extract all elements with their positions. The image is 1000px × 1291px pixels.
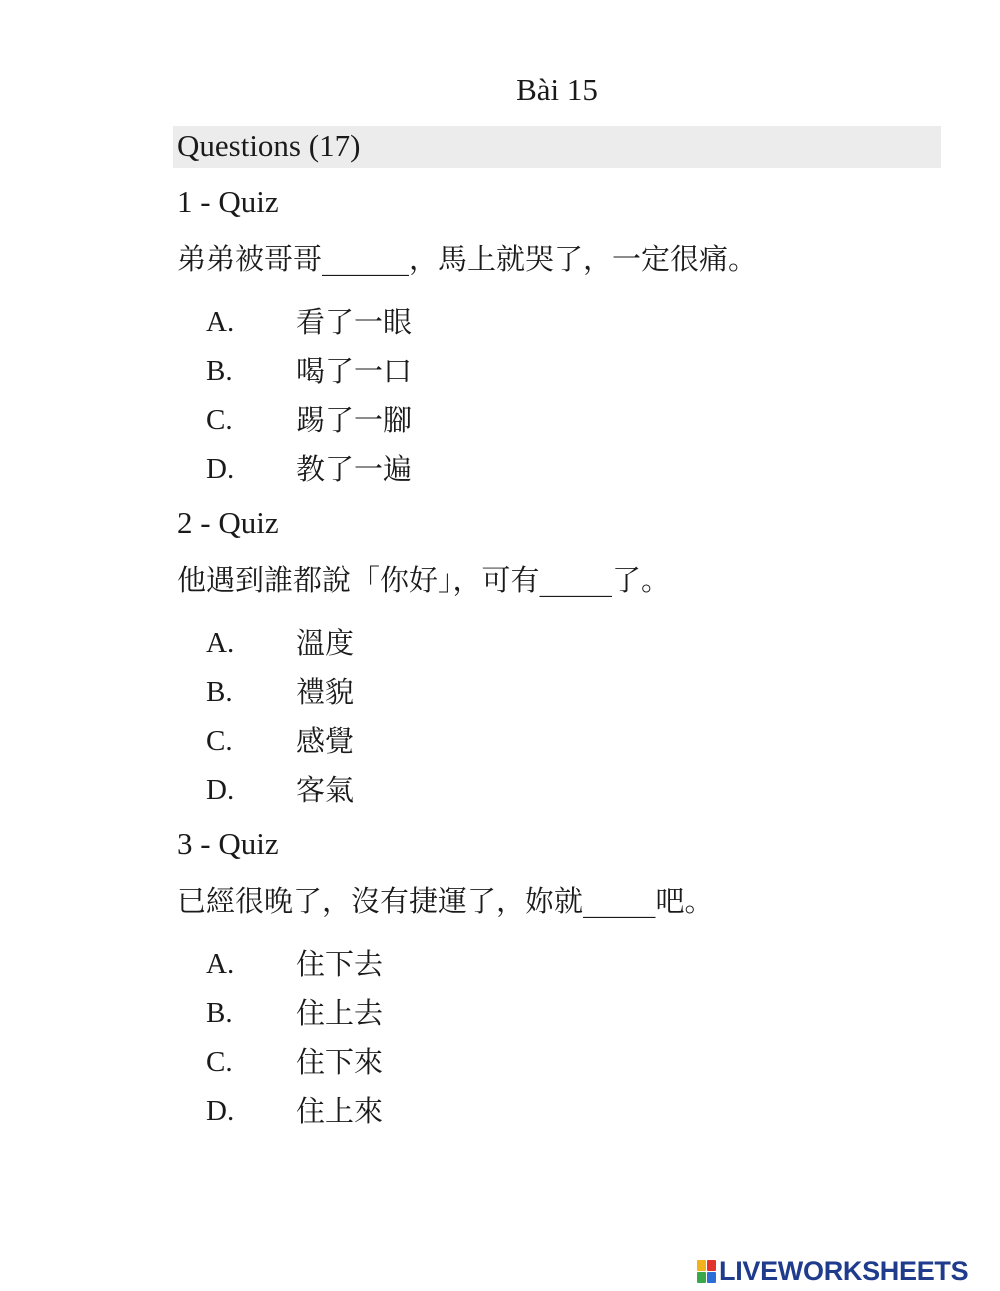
option-a[interactable] [177, 939, 957, 988]
option-c[interactable] [177, 1037, 957, 1086]
option-letter: A. [206, 947, 235, 980]
option-letter: C. [206, 403, 233, 436]
logo-block [697, 1260, 706, 1271]
page-title: Bài 15 [516, 72, 598, 107]
liveworksheets-logo [697, 1255, 968, 1287]
quiz-label: 1 - Quiz [177, 184, 279, 219]
quiz-2 [177, 503, 957, 814]
quiz-label: 2 - Quiz [177, 505, 279, 540]
quiz-question: 已經很晚了，沒有捷運了，妳就_____吧。 [177, 884, 714, 918]
option-text: 教了一遍 [296, 451, 413, 486]
option-c[interactable] [177, 716, 957, 765]
option-text: 住下去 [296, 946, 384, 981]
option-list [177, 939, 957, 1135]
option-text: 喝了一口 [296, 353, 413, 388]
option-list [177, 618, 957, 814]
option-d[interactable] [177, 765, 957, 814]
option-text: 溫度 [296, 625, 355, 660]
option-text: 住上來 [296, 1093, 384, 1128]
option-letter: C. [206, 724, 233, 757]
option-letter: B. [206, 996, 233, 1029]
option-list [177, 297, 957, 493]
option-a[interactable] [177, 618, 957, 667]
option-text: 踢了一腳 [296, 402, 413, 437]
quiz-1 [177, 182, 957, 493]
questions-header: Questions (17) [177, 128, 361, 163]
option-text: 感覺 [296, 723, 355, 758]
option-letter: D. [206, 452, 235, 485]
option-text: 禮貌 [296, 674, 355, 709]
option-letter: D. [206, 773, 235, 806]
option-b[interactable] [177, 346, 957, 395]
option-text: 住下來 [296, 1044, 384, 1079]
option-letter: B. [206, 675, 233, 708]
option-text: 客氣 [296, 772, 355, 807]
logo-block [697, 1272, 706, 1283]
option-b[interactable] [177, 988, 957, 1037]
logo-block [707, 1272, 716, 1283]
quiz-question: 他遇到誰都說「你好」，可有_____了。 [177, 563, 671, 597]
option-d[interactable] [177, 444, 957, 493]
option-text: 看了一眼 [296, 304, 413, 339]
option-letter: C. [206, 1045, 233, 1078]
option-letter: B. [206, 354, 233, 387]
option-letter: A. [206, 305, 235, 338]
option-d[interactable] [177, 1086, 957, 1135]
option-letter: D. [206, 1094, 235, 1127]
logo-block [707, 1260, 716, 1271]
quiz-3 [177, 824, 957, 1135]
option-a[interactable] [177, 297, 957, 346]
option-c[interactable] [177, 395, 957, 444]
logo-text: LIVEWORKSHEETS [719, 1255, 969, 1286]
quiz-label: 3 - Quiz [177, 826, 279, 861]
quiz-question: 弟弟被哥哥______，馬上就哭了，一定很痛。 [177, 242, 758, 276]
option-b[interactable] [177, 667, 957, 716]
logo-blocks-icon [697, 1260, 716, 1283]
option-text: 住上去 [296, 995, 384, 1030]
option-letter: A. [206, 626, 235, 659]
